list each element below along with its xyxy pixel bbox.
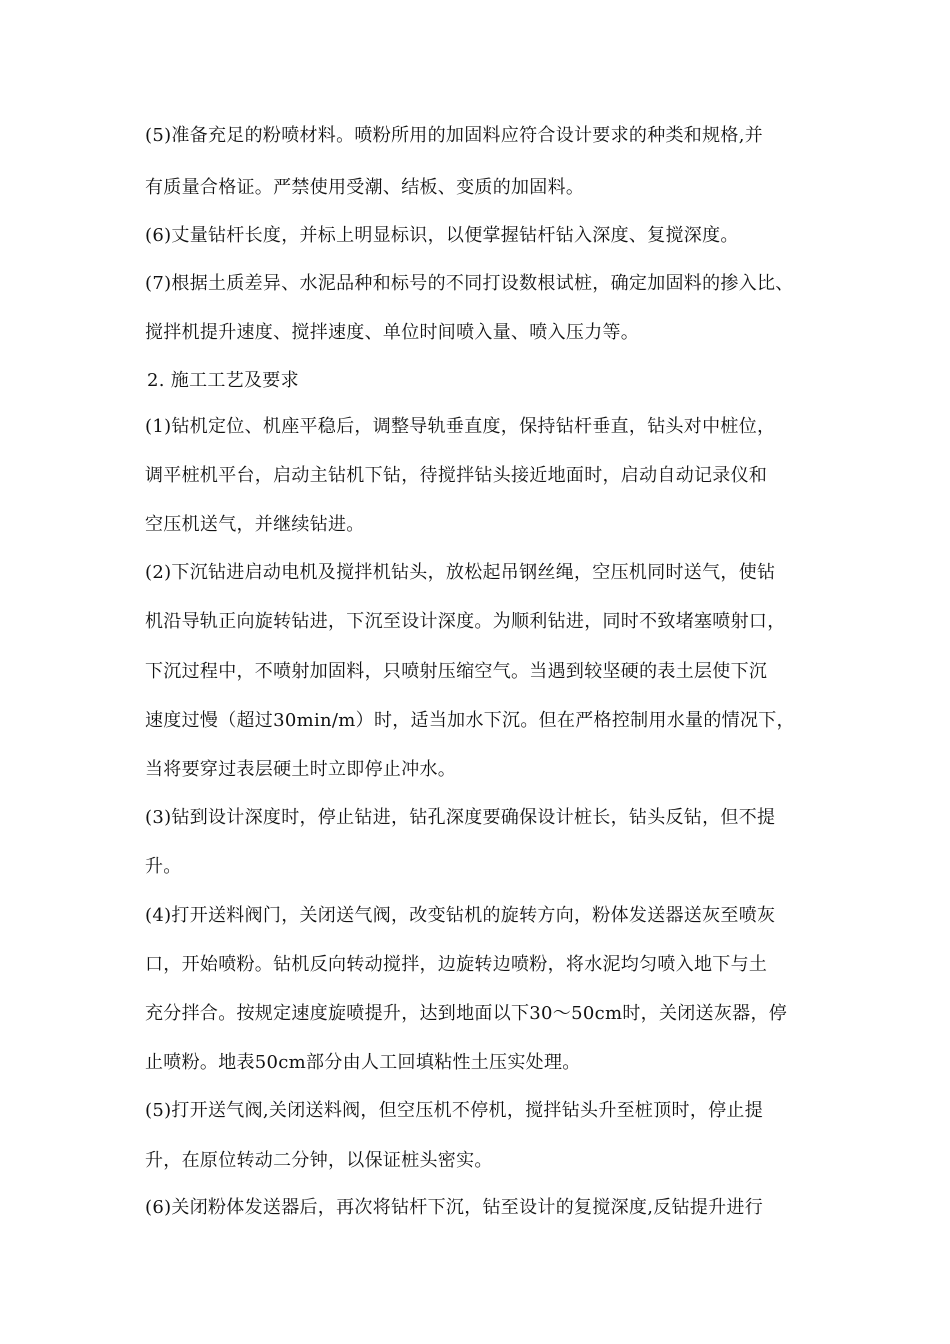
text-line: 升。: [145, 856, 182, 877]
text-line: (6)丈量钻杆长度，并标上明显标识，以便掌握钻杆钻入深度、复搅深度。: [145, 225, 739, 246]
text-line: (7)根据土质差异、水泥品种和标号的不同打设数根试桩，确定加固料的掺入比、: [145, 273, 794, 294]
text-line: (5)打开送气阀,关闭送料阀，但空压机不停机，搅拌钻头升至桩顶时，停止提: [145, 1100, 764, 1121]
text-line: (2)下沉钻进启动电机及搅拌机钻头，放松起吊钢丝绳，空压机同时送气，使钻: [145, 562, 776, 583]
text-line: (3)钻到设计深度时，停止钻进，钻孔深度要确保设计桩长，钻头反钻，但不提: [145, 807, 776, 828]
text-line: (4)打开送料阀门，关闭送气阀，改变钻机的旋转方向，粉体发送器送灰至喷灰: [145, 905, 776, 926]
text-line: 止喷粉。地表50cm部分由人工回填粘性土压实处理。: [145, 1052, 581, 1073]
text-line: 当将要穿过表层硬土时立即停止冲水。: [145, 759, 457, 780]
section-heading: 2. 施工工艺及要求: [147, 370, 299, 391]
text-line: 下沉过程中，不喷射加固料，只喷射压缩空气。当遇到较坚硬的表土层使下沉: [145, 661, 768, 682]
text-line: (6)关闭粉体发送器后，再次将钻杆下沉，钻至设计的复搅深度,反钻提升进行: [145, 1197, 764, 1218]
text-line: (5)准备充足的粉喷材料。喷粉所用的加固料应符合设计要求的种类和规格,并: [145, 125, 764, 146]
text-line: 升，在原位转动二分钟，以保证桩头密实。: [145, 1150, 493, 1171]
text-line: 速度过慢（超过30min/m）时，适当加水下沉。但在严格控制用水量的情况下，: [145, 710, 795, 731]
text-line: 口，开始喷粉。钻机反向转动搅拌，边旋转边喷粉，将水泥均匀喷入地下与土: [145, 954, 768, 975]
text-line: 机沿导轨正向旋转钻进，下沉至设计深度。为顺利钻进，同时不致堵塞喷射口，: [145, 611, 786, 632]
text-line: 有质量合格证。严禁使用受潮、结板、变质的加固料。: [145, 177, 585, 198]
text-line: 空压机送气，并继续钻进。: [145, 514, 365, 535]
text-line: 调平桩机平台，启动主钻机下钻，待搅拌钻头接近地面时，启动自动记录仪和: [145, 465, 768, 486]
text-line: (1)钻机定位、机座平稳后，调整导轨垂直度，保持钻杆垂直，钻头对中桩位，: [145, 416, 776, 437]
text-line: 充分拌合。按规定速度旋喷提升，达到地面以下30～50cm时，关闭送灰器，停: [145, 1003, 788, 1024]
text-line: 搅拌机提升速度、搅拌速度、单位时间喷入量、喷入压力等。: [145, 322, 640, 343]
